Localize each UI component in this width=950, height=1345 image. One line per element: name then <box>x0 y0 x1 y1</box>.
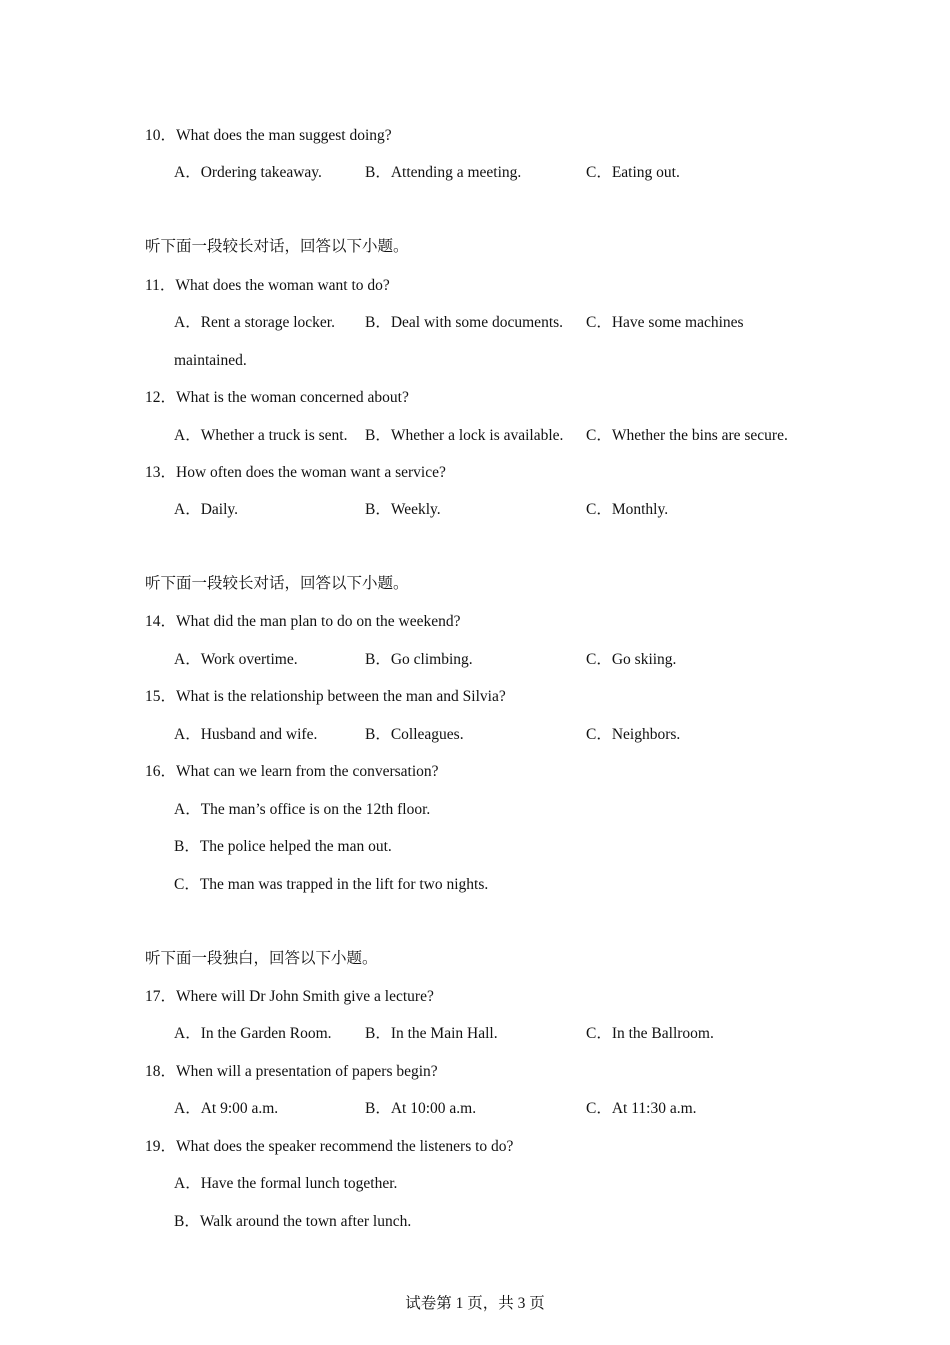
option-b: B．The police helped the man out. <box>174 838 392 855</box>
option-c: C．Have some machines <box>586 314 744 331</box>
question-10: 10．What does the man suggest doing? <box>145 127 392 144</box>
option-a: A．Have the formal lunch together. <box>174 1175 398 1192</box>
option-b: B．Whether a lock is available. <box>365 427 564 444</box>
option-b: B．At 10:00 a.m. <box>365 1100 477 1117</box>
option-a: A．Whether a truck is sent. <box>174 427 348 444</box>
option-a: A．Daily. <box>174 501 238 518</box>
option-a: A．Work overtime. <box>174 651 298 668</box>
option-c: C．Whether the bins are secure. <box>586 427 788 444</box>
options-12 <box>174 426 874 446</box>
option-b: B．Colleagues. <box>365 726 464 743</box>
option-c-continuation: maintained. <box>174 352 247 369</box>
question-18: 18．When will a presentation of papers begin? <box>145 1063 438 1080</box>
options-15 <box>174 725 874 745</box>
page-footer: 试卷第 1 页，共 3 页 <box>405 1295 545 1312</box>
option-a: A．Ordering takeaway. <box>174 164 322 181</box>
option-c: C．The man was trapped in the lift for two nights. <box>174 876 489 893</box>
option-a: A．The man’s office is on the 12th floor. <box>174 801 431 818</box>
option-a: A．At 9:00 a.m. <box>174 1100 279 1117</box>
option-a: A．Rent a storage locker. <box>174 314 335 331</box>
option-b: B．Attending a meeting. <box>365 164 522 181</box>
options-17 <box>174 1024 874 1044</box>
options-13 <box>174 500 874 520</box>
question-14: 14．What did the man plan to do on the weekend? <box>145 613 461 630</box>
section-instruction-3: 听下面一段独白，回答以下小题。 <box>145 950 378 967</box>
question-15: 15．What is the relationship between the man and Silvia? <box>145 688 506 705</box>
question-13: 13．How often does the woman want a service? <box>145 464 446 481</box>
option-c: C．Neighbors. <box>586 726 681 743</box>
option-c: C．Eating out. <box>586 164 680 181</box>
question-12: 12．What is the woman concerned about? <box>145 389 409 406</box>
option-b: B．Deal with some documents. <box>365 314 564 331</box>
question-19: 19．What does the speaker recommend the listeners to do? <box>145 1138 514 1155</box>
option-b: B．Walk around the town after lunch. <box>174 1213 412 1230</box>
section-instruction-2: 听下面一段较长对话，回答以下小题。 <box>145 575 409 592</box>
option-b: B．Weekly. <box>365 501 441 518</box>
option-b: B．In the Main Hall. <box>365 1025 498 1042</box>
option-b: B．Go climbing. <box>365 651 473 668</box>
option-c: C．Monthly. <box>586 501 669 518</box>
option-c: C．Go skiing. <box>586 651 677 668</box>
option-a: A．Husband and wife. <box>174 726 318 743</box>
option-c: C．At 11:30 a.m. <box>586 1100 697 1117</box>
options-18 <box>174 1099 874 1119</box>
question-11: 11．What does the woman want to do? <box>145 277 390 294</box>
question-17: 17．Where will Dr John Smith give a lecture? <box>145 988 434 1005</box>
option-a: A．In the Garden Room. <box>174 1025 332 1042</box>
section-instruction-1: 听下面一段较长对话，回答以下小题。 <box>145 238 409 255</box>
options-11 <box>174 313 874 333</box>
option-c: C．In the Ballroom. <box>586 1025 714 1042</box>
options-14 <box>174 650 874 670</box>
question-16: 16．What can we learn from the conversation? <box>145 763 439 780</box>
options-10 <box>174 163 874 183</box>
